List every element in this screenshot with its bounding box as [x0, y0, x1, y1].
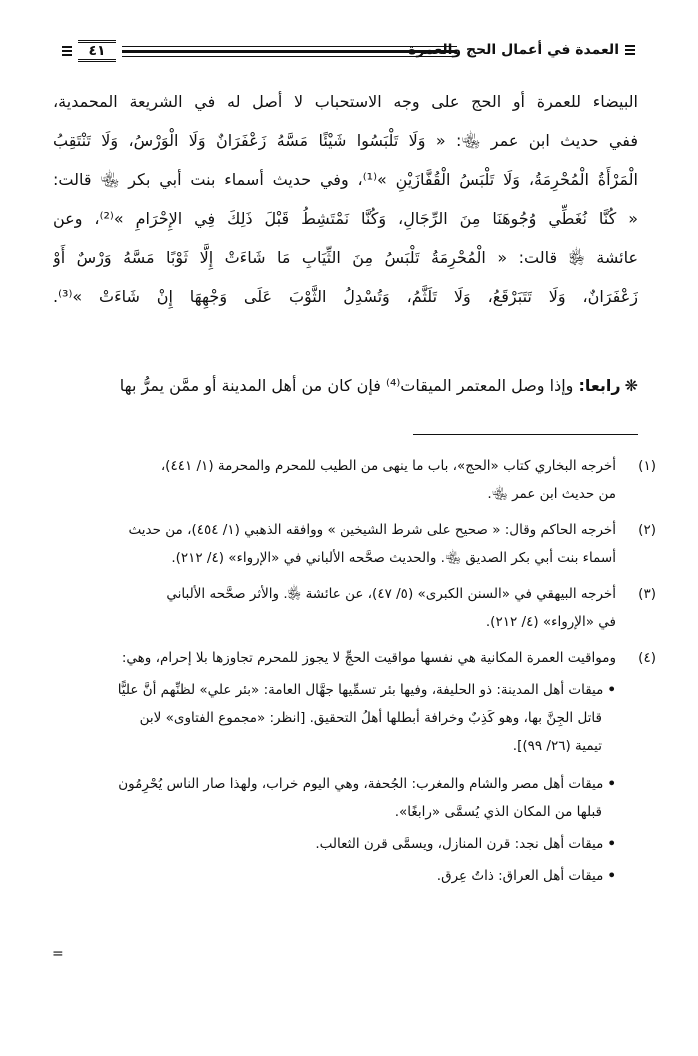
- header-title-text: العمدة في أعمال الحج والعمرة: [408, 42, 619, 58]
- paragraph-label: رابعا:: [578, 376, 621, 395]
- footnote-line: قاتل الجِنَّ بها، وهو كَذِبٌ وخرافة أبطلها أهلُ التحقيق. [انظر: «مجموع الفتاوى» لابن: [139, 710, 602, 726]
- footnote-line: أخرجه البخاري كتاب «الحج»، باب ما ينهى من الطيب للمحرم والمحرمة (١/ ٤٤١)،: [160, 458, 616, 474]
- paragraph-fourth: [53, 371, 638, 401]
- footnote-line: ميقات أهل مصر والشام والمغرب: الجُحفة، وهي اليوم خراب، ولهذا صار الناس يُحْرِمُون: [118, 776, 604, 792]
- footnote-2: [56, 516, 656, 572]
- footnote-line: أخرجه البيهقي في «السنن الكبرى» (٥/ ٤٧)، عن عائشة ﵂. والأثر صحَّحه الألباني: [166, 586, 616, 602]
- footnote-line: أخرجه الحاكم وقال: « صحيح على شرط الشيخين » ووافقه الذهبي (١/ ٤٥٤)، من حديث: [128, 522, 616, 538]
- continuation-mark: =: [52, 946, 64, 962]
- footnote-number: (٤): [638, 650, 656, 666]
- bullet-icon: •: [607, 682, 616, 698]
- footnote-line: ميقات أهل نجد: قرن المنازل، ويسمَّى قرن الثعالب.: [315, 836, 604, 852]
- footnote-number: (٣): [638, 586, 656, 602]
- footnote-line: في «الإرواء» (٤/ ٢١٢).: [485, 614, 616, 630]
- paragraph-text: وإذا وصل المعتمر الميقات⁽⁴⁾ فإن كان من أهل المدينة أو ممَّن يمرُّ بها: [119, 376, 574, 395]
- bullet-icon: •: [607, 836, 616, 852]
- header-ornament-icon: [625, 45, 635, 55]
- footnote-line: تيمية (٢٦/ ٩٩)].: [512, 738, 602, 754]
- miqat-item: [56, 676, 616, 760]
- text-line: الْمَرْأَةُ الْمُحْرِمَةُ، وَلَا تَلْبَسُ الْقُفَّازَيْنِ »⁽¹⁾، وفي حديث أسماء بنت أبي بكر ﵄ قالت:: [53, 170, 638, 189]
- footnote-line: ميقات أهل المدينة: ذو الحليفة، وفيها بئر تسمِّيها جهَّال العامة: «بئر علي» لظنِّهم أنَّ عليًّا: [117, 682, 604, 698]
- miqat-item: [56, 770, 616, 826]
- footnote-line: من حديث ابن عمر ﵄.: [487, 486, 616, 502]
- miqat-item: [56, 862, 616, 890]
- footnote-3: [56, 580, 656, 636]
- bullet-icon: •: [607, 868, 616, 884]
- text-line: « كُنَّا نُغَطِّي وُجُوهَنَا مِنَ الرِّجَالِ، وَكُنَّا نَمْتَشِطُ قَبْلَ ذَلِكَ فِي الإِحْرَامِ »⁽²⁾، وعن: [53, 209, 638, 228]
- header-left-ornament-icon: [62, 46, 72, 56]
- footnote-line: أسماء بنت أبي بكر الصديق ﵄. والحديث صحَّحه الألباني في «الإرواء» (٤/ ٢١٢).: [171, 550, 616, 566]
- text-line: زَعْفَرَانٌ، وَلَا تَتَبَرْقَعُ، وَلَا تَلَثَّمُ، وَتُسْدِلُ الثَّوْبَ عَلَى وَجْهِهَا إِنْ شَاءَتْ »⁽³⁾.: [53, 287, 638, 306]
- footnote-divider: [413, 434, 638, 435]
- footnote-line: ميقات أهل العراق: ذاتُ عِرق.: [436, 868, 604, 884]
- text-line: البيضاء للعمرة أو الحج على وجه الاستحباب لا أصل له في الشريعة المحمدية،: [53, 92, 638, 111]
- footnote-1: [56, 452, 656, 508]
- main-text: [53, 82, 638, 316]
- miqat-item: [56, 830, 616, 858]
- bullet-icon: •: [607, 776, 616, 792]
- running-header: [60, 40, 635, 70]
- page-number: ٤١: [78, 40, 116, 62]
- footnote-line: قبلها من المكان الذي يُسمَّى «رابغًا».: [394, 804, 602, 820]
- header-rule: [122, 46, 457, 60]
- text-line: ففي حديث ابن عمر ﵄: « وَلَا تَلْبَسُوا شَيْئًا مَسَّهُ زَعْفَرَانٌ وَلَا الْوَرْسُ، وَلَا تَنْتَقِبُ: [53, 131, 638, 150]
- footnote-number: (١): [638, 458, 656, 474]
- footnotes: [56, 452, 656, 890]
- text-line: عائشة ﵂ قالت: « الْمُحْرِمَةُ تَلْبَسُ مِنَ الثِّيَابِ مَا شَاءَتْ إِلَّا ثَوْبًا مَسَّهُ وَرْسٌ أَوْ: [53, 248, 638, 267]
- star-bullet-icon: ❋: [624, 376, 638, 395]
- footnote-line: ومواقيت العمرة المكانية هي نفسها مواقيت الحجِّ لا يجوز للمحرم تجاوزها بلا إحرام، وهي:: [121, 650, 616, 666]
- footnote-number: (٢): [638, 522, 656, 538]
- footnote-4: [56, 644, 656, 890]
